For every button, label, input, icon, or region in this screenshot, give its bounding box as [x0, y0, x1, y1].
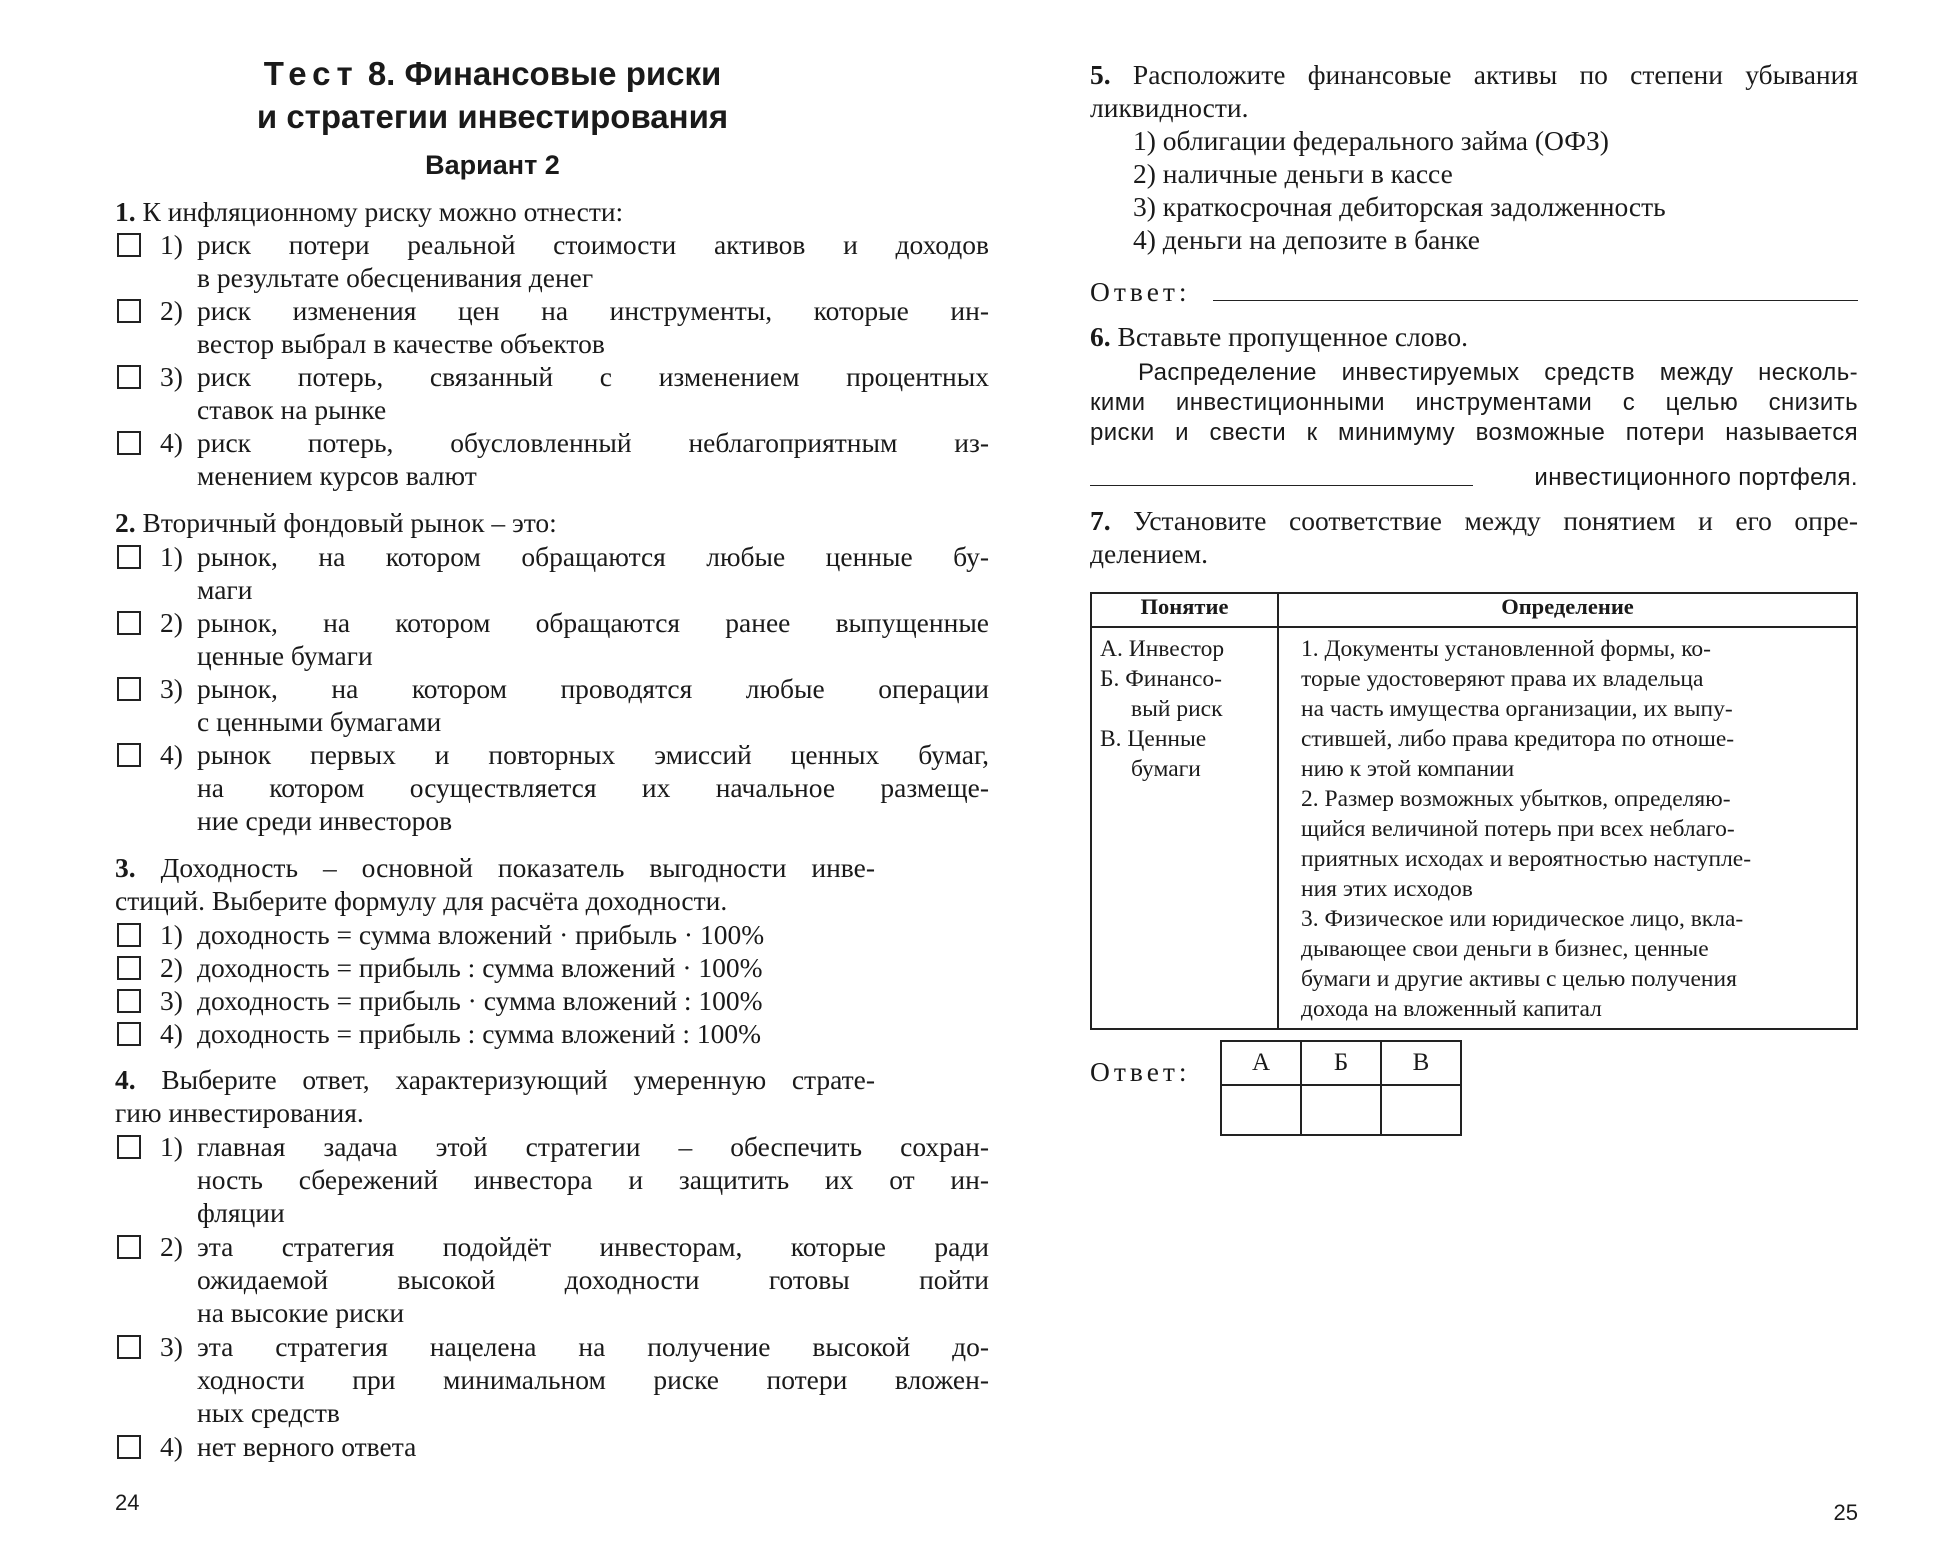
option-line: рынок, на котором проводятся любые операции: [197, 673, 989, 704]
title-rest: 8. Финансовые риски: [367, 55, 722, 92]
question-2: [115, 506, 875, 539]
checkbox[interactable]: [117, 923, 141, 947]
option-line: ных средств: [197, 1397, 340, 1428]
checkbox[interactable]: [117, 743, 141, 767]
test-title: [110, 52, 875, 138]
table-row: [1091, 627, 1857, 1029]
answer-cell-a[interactable]: [1221, 1085, 1301, 1135]
q5-item-4: 4) деньги на депозите в банке: [1133, 224, 1480, 255]
option-number: 1): [160, 919, 183, 950]
option-text: [197, 426, 989, 492]
checkbox[interactable]: [117, 1435, 141, 1459]
concepts-cell: [1091, 627, 1278, 1029]
header-definition: Определение: [1278, 593, 1857, 627]
option-text: [197, 738, 989, 837]
question-text-cont: делением.: [1090, 538, 1209, 569]
option-line: эта стратегия подойдёт инвесторам, которые ради: [197, 1231, 989, 1262]
option-line: рынок, на котором обращаются ранее выпущенные: [197, 607, 989, 638]
question-text: Расположите финансовые активы по степени убывания: [1132, 59, 1859, 90]
option-text: [197, 1230, 989, 1329]
definition-line: приятных исходах и вероятностью наступле-: [1301, 846, 1752, 872]
q7-answer-grid: [1220, 1040, 1462, 1136]
option-line: ожидаемой высокой доходности готовы пойти: [197, 1264, 989, 1295]
answer-cell-v[interactable]: [1381, 1085, 1461, 1135]
checkbox[interactable]: [117, 1022, 141, 1046]
q5-answer-label: Ответ:: [1090, 276, 1191, 307]
option-line: риск потерь, обусловленный неблагоприятным из-: [197, 427, 989, 458]
q5-item-3: 3) краткосрочная дебиторская задолженность: [1133, 191, 1666, 222]
concept-line: вый риск: [1131, 696, 1223, 722]
option-line: менением курсов валют: [197, 460, 477, 491]
question-text: Доходность – основной показатель выгодности инве-: [160, 852, 875, 883]
question-5: [1090, 58, 1858, 124]
checkbox[interactable]: [117, 677, 141, 701]
question-number: 5.: [1090, 59, 1111, 90]
definition-line: нию к этой компании: [1301, 756, 1515, 782]
answer-cell-b[interactable]: [1301, 1085, 1381, 1135]
question-text: К инфляционному риску можно отнести:: [142, 196, 624, 227]
concept-line: Б. Финансо-: [1100, 666, 1222, 692]
checkbox[interactable]: [117, 1135, 141, 1159]
question-number: 2.: [115, 507, 136, 538]
question-4: [115, 1063, 875, 1129]
option-text: [197, 1330, 989, 1429]
q6-blank-field[interactable]: [1090, 485, 1473, 486]
option-number: 2): [160, 952, 183, 983]
checkbox[interactable]: [117, 989, 141, 1013]
concept-line: В. Ценные: [1100, 726, 1207, 752]
answer-input-row: [1221, 1085, 1461, 1135]
option-number: 2): [160, 1231, 183, 1262]
definition-line: дохода на вложенный капитал: [1301, 996, 1602, 1022]
q6-paragraph: [1090, 358, 1858, 448]
option-number: 4): [160, 427, 183, 458]
option-number: 4): [160, 739, 183, 770]
option-text: [197, 228, 989, 294]
option-text: [197, 294, 989, 360]
option-line: фляции: [197, 1197, 285, 1228]
option-text: [197, 984, 989, 1017]
option-line: риск потерь, связанный с изменением процентных: [197, 361, 989, 392]
option-text: [197, 606, 989, 672]
answer-header-row: [1221, 1041, 1461, 1085]
question-text: Вставьте пропущенное слово.: [1117, 321, 1468, 352]
option-line: на котором осуществляется их начальное размеще-: [197, 772, 989, 803]
definition-line: торые удостоверяют права их владельца: [1301, 666, 1704, 692]
page-number: 25: [1833, 1500, 1858, 1525]
question-number: 3.: [115, 852, 136, 883]
checkbox[interactable]: [117, 1235, 141, 1259]
option-line: риск изменения цен на инструменты, которые ин-: [197, 295, 989, 326]
paragraph-line: Распределение инвестируемых средств между несколь-: [1138, 359, 1858, 386]
checkbox[interactable]: [117, 545, 141, 569]
definitions-cell: [1278, 627, 1857, 1029]
option-text: [197, 1130, 989, 1229]
option-line: ние среди инвесторов: [197, 805, 453, 836]
option-text: [197, 360, 989, 426]
option-number: 3): [160, 673, 183, 704]
question-text: Вторичный фондовый рынок – это:: [142, 507, 557, 538]
question-number: 1.: [115, 196, 136, 227]
question-number: 4.: [115, 1064, 136, 1095]
option-text: [197, 918, 989, 951]
question-text: Выберите ответ, характеризующий умеренную страте-: [161, 1064, 875, 1095]
table-header-row: [1091, 593, 1857, 627]
paragraph-line: риски и свести к минимуму возможные потери называется: [1090, 419, 1858, 446]
definition-line: бумаги и другие активы с целью получения: [1301, 966, 1737, 992]
answer-header-b: Б: [1301, 1041, 1381, 1085]
option-text: [197, 1017, 989, 1050]
q6-tail-text: инвестиционного портфеля.: [1534, 464, 1858, 491]
option-line: эта стратегия нацелена на получение высокой до-: [197, 1331, 989, 1362]
checkbox[interactable]: [117, 365, 141, 389]
option-line: главная задача этой стратегии – обеспечить сохран-: [197, 1131, 989, 1162]
option-number: 3): [160, 361, 183, 392]
option-line: ставок на рынке: [197, 394, 387, 425]
option-line: в результате обесценивания денег: [197, 262, 594, 293]
checkbox[interactable]: [117, 431, 141, 455]
checkbox[interactable]: [117, 233, 141, 257]
q5-answer-field[interactable]: [1213, 300, 1858, 301]
option-line: нет верного ответа: [197, 1431, 417, 1462]
option-text: [197, 540, 989, 606]
option-line: рынок, на котором обращаются любые ценные бу-: [197, 541, 989, 572]
option-line: с ценными бумагами: [197, 706, 442, 737]
question-6: [1090, 320, 1858, 353]
option-line: доходность = прибыль : сумма вложений · 100%: [197, 952, 763, 983]
option-line: доходность = сумма вложений · прибыль · 100%: [197, 919, 765, 950]
option-text: [197, 1430, 989, 1463]
option-number: 1): [160, 229, 183, 260]
definition-line: 3. Физическое или юридическое лицо, вкла-: [1301, 906, 1744, 932]
checkbox[interactable]: [117, 956, 141, 980]
question-number: 6.: [1090, 321, 1111, 352]
checkbox[interactable]: [117, 1335, 141, 1359]
option-line: на высокие риски: [197, 1297, 405, 1328]
question-number: 7.: [1090, 505, 1111, 536]
option-number: 3): [160, 985, 183, 1016]
page-number: 24: [115, 1490, 140, 1515]
question-3: [115, 851, 875, 917]
option-line: ходности при минимальном риске потери вложен-: [197, 1364, 989, 1395]
option-number: 1): [160, 1131, 183, 1162]
option-line: рынок первых и повторных эмиссий ценных бумаг,: [197, 739, 989, 770]
option-line: ность сбережений инвестора и защитить их от ин-: [197, 1164, 989, 1195]
option-number: 4): [160, 1018, 183, 1049]
option-line: вестор выбрал в качестве объектов: [197, 328, 605, 359]
definition-line: стившей, либо права кредитора по отноше-: [1301, 726, 1735, 752]
question-text-cont: гию инвестирования.: [115, 1097, 364, 1128]
answer-header-a: А: [1221, 1041, 1301, 1085]
definition-line: 1. Документы установленной формы, ко-: [1301, 636, 1711, 662]
option-number: 4): [160, 1431, 183, 1462]
header-concept: Понятие: [1091, 593, 1278, 627]
option-number: 3): [160, 1331, 183, 1362]
definition-line: дывающее свои деньги в бизнес, ценные: [1301, 936, 1709, 962]
option-line: риск потери реальной стоимости активов и доходов: [197, 229, 989, 260]
option-line: доходность = прибыль : сумма вложений : 100%: [197, 1018, 762, 1049]
definitions-table: [1090, 592, 1858, 1030]
option-text: [197, 672, 989, 738]
question-text-cont: ликвидности.: [1090, 92, 1249, 123]
option-number: 1): [160, 541, 183, 572]
concept-line: бумаги: [1131, 756, 1201, 782]
definition-line: ния этих исходов: [1301, 876, 1473, 902]
title-line2: и стратегии инвестирования: [256, 98, 729, 135]
question-text-cont: стиций. Выберите формулу для расчёта доходности.: [115, 885, 728, 916]
checkbox[interactable]: [117, 611, 141, 635]
title-word: Тест: [263, 55, 359, 92]
option-text: [197, 951, 989, 984]
q5-item-1: 1) облигации федерального займа (ОФЗ): [1133, 125, 1609, 156]
variant-label: Вариант 2: [425, 150, 560, 180]
q7-answer-label: Ответ:: [1090, 1056, 1191, 1087]
option-number: 2): [160, 295, 183, 326]
definition-line: на часть имущества организации, их выпу-: [1301, 696, 1733, 722]
checkbox[interactable]: [117, 299, 141, 323]
definition-line: 2. Размер возможных убытков, определяю-: [1301, 786, 1731, 812]
answer-header-v: В: [1381, 1041, 1461, 1085]
q5-item-2: 2) наличные деньги в кассе: [1133, 158, 1453, 189]
option-number: 2): [160, 607, 183, 638]
option-line: ценные бумаги: [197, 640, 373, 671]
option-line: доходность = прибыль · сумма вложений : 100%: [197, 985, 763, 1016]
paragraph-line: кими инвестиционными инструментами с целью снизить: [1090, 389, 1858, 416]
question-7: [1090, 504, 1858, 570]
definition-line: щийся величиной потерь при всех неблаго-: [1301, 816, 1735, 842]
right-page: [973, 0, 1946, 1556]
question-text: Установите соответствие между понятием и его опре-: [1133, 505, 1858, 536]
question-1: [115, 195, 875, 228]
concept-line: А. Инвестор: [1100, 636, 1225, 662]
option-line: маги: [197, 574, 253, 605]
